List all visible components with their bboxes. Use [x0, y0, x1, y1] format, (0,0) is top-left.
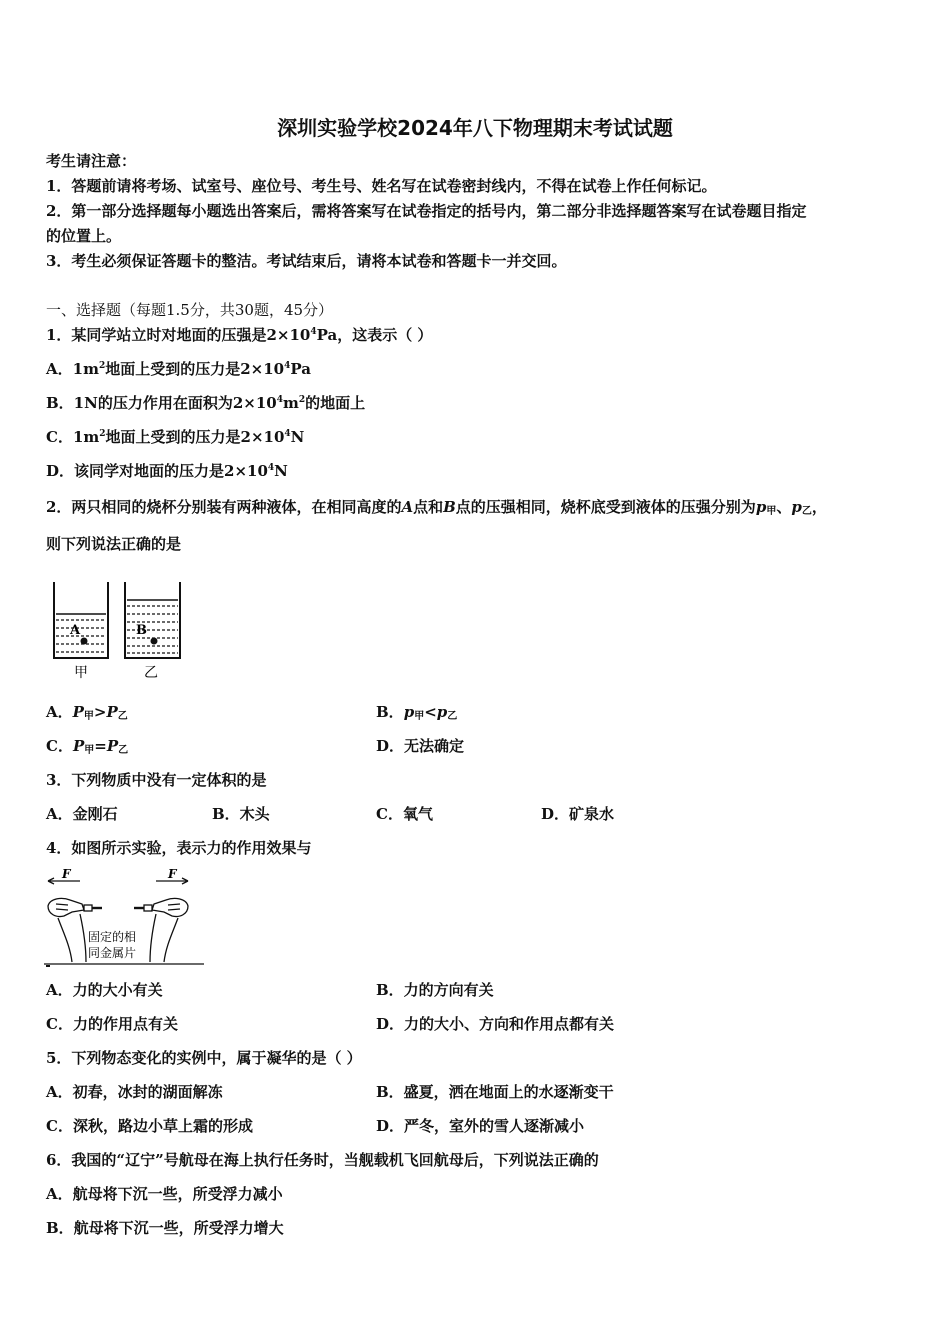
caption-jia: 甲: [74, 665, 88, 681]
question-3-option-d: D．矿泉水: [541, 805, 615, 823]
question-1-stem: 1．某同学站立时对地面的压强是$2\times 10^4Pa$，这表示（ ）: [46, 326, 433, 344]
question-3-stem: 3．下列物质中没有一定体积的是: [46, 771, 267, 789]
question-4-option-c: C．力的作用点有关: [46, 1015, 178, 1033]
question-5-option-c: C．深秋，路边小草上霜的形成: [46, 1117, 253, 1135]
question-2-stem-line2: 则下列说法正确的是: [46, 535, 182, 553]
point-a-dot: [81, 638, 88, 645]
fig-label-line1: 固定的相: [88, 930, 137, 944]
question-2-option-b: B．$p_甲<p_乙$: [376, 703, 458, 722]
label-point-a: A: [70, 623, 81, 638]
force-right-label: F: [168, 867, 177, 881]
page-title: 深圳实验学校2024年八下物理期末考试试题: [277, 116, 673, 140]
question-2-option-c: C．$P_甲=P_乙$: [46, 737, 129, 756]
question-2-stem: 2．两只相同的烧杯分别装有两种液体，在相同高度的A点和B点的压强相同，烧杯底受到液体的压强分别为$p_甲$、$p_乙$，: [46, 498, 827, 517]
point-b-dot: [151, 638, 158, 645]
question-1-option-c: C．$1m^2$地面上受到的压力是$2\times 10^4N$: [46, 428, 305, 446]
question-4-option-b: B．力的方向有关: [376, 981, 494, 999]
question-5-option-a: A．初春，冰封的湖面解冻: [46, 1083, 223, 1101]
notice-item: 的位置上。: [46, 227, 122, 245]
section-heading: 一、选择题（每题1.5分，共30题，45分）: [46, 301, 334, 319]
question-3-option-c: C．氧气: [376, 805, 433, 823]
notice-item: 2．第一部分选择题每小题选出答案后，需将答案写在试卷指定的括号内，第二部分非选择题答案写在试卷题目指定: [46, 202, 807, 220]
question-6-option-b: B．航母将下沉一些，所受浮力增大: [46, 1219, 284, 1237]
caption-yi: 乙: [144, 665, 158, 681]
question-1-option-a: A．$1m^2$地面上受到的压力是$2\times 10^4Pa$: [46, 360, 311, 378]
notice-item: 3．考生必须保证答题卡的整洁。考试结束后，请将本试卷和答题卡一并交回。: [46, 252, 567, 270]
notice-item: 1．答题前请将考场、试室号、座位号、考生号、姓名写在试卷密封线内，不得在试卷上作任何标记。: [46, 177, 717, 195]
notice-heading: 考生请注意：: [46, 152, 137, 170]
label-point-b: B: [136, 623, 147, 638]
metal-strip-figure: [44, 864, 206, 968]
question-1-option-b: B．1N的压力作用在面积为$2\times 10^4m^2$的地面上: [46, 394, 366, 412]
beakers-figure: [46, 578, 196, 682]
question-4-option-a: A．力的大小有关: [46, 981, 163, 999]
question-5-option-d: D．严冬，室外的雪人逐渐减小: [376, 1117, 585, 1135]
question-5-option-b: B．盛夏，洒在地面上的水逐渐变干: [376, 1083, 614, 1101]
fig-label-line2: 同金属片: [88, 946, 137, 960]
question-3-option-a: A．金刚石: [46, 805, 118, 823]
question-1-option-d: D．该同学对地面的压力是$2\times 10^4N$: [46, 462, 288, 480]
question-5-stem: 5．下列物态变化的实例中，属于凝华的是（ ）: [46, 1049, 362, 1067]
question-6-stem: 6．我国的“辽宁”号航母在海上执行任务时，当舰载机飞回航母后，下列说法正确的: [46, 1151, 599, 1169]
question-4-option-d: D．力的大小、方向和作用点都有关: [376, 1015, 615, 1033]
question-2-option-d: D．无法确定: [376, 737, 465, 755]
force-left-label: F: [62, 867, 71, 881]
question-3-option-b: B．木头: [212, 805, 270, 823]
question-6-option-a: A．航母将下沉一些，所受浮力减小: [46, 1185, 283, 1203]
question-2-option-a: A．$P_甲>P_乙$: [46, 703, 128, 722]
question-4-stem: 4．如图所示实验，表示力的作用效果与: [46, 839, 312, 857]
